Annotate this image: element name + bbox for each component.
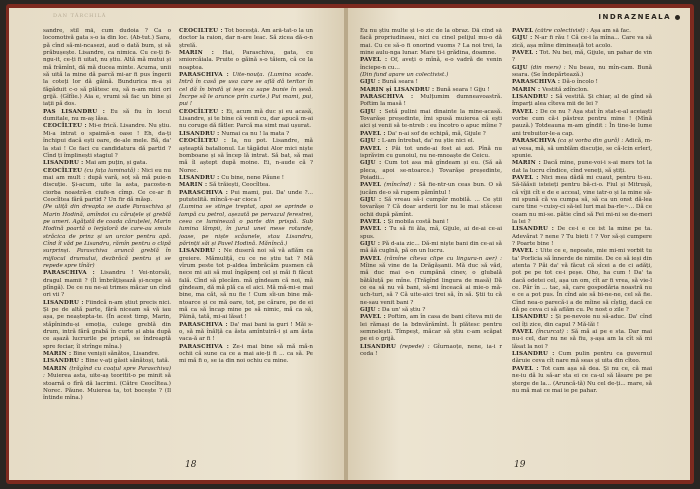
- dialogue-paragraph: [360, 160, 502, 182]
- left-column-1: [43, 28, 171, 450]
- dialogue-paragraph: [43, 109, 171, 124]
- speaker-name: GIJU :: [512, 35, 533, 42]
- dialogue-text: Să mă ai pe e sta. Dar mai nu-i cel, dar nu ne să fiu, ș-așa am la cît să mi lăsat la noi ?: [512, 329, 652, 350]
- stage-direction: (ca și vorba din gură) :: [557, 138, 624, 145]
- speaker-name: LISANDRU :: [43, 160, 84, 167]
- dialogue-text: Cum pulin pentru ca guvernul dăruie ceva cît nare mă seas și uita din cîteo.: [512, 351, 652, 365]
- dialogue-paragraph: [43, 300, 171, 351]
- dialogue-paragraph: [512, 79, 652, 86]
- dialogue-paragraph: [512, 109, 652, 138]
- stage-direction: (mîncînd) :: [384, 182, 416, 189]
- dialogue-paragraph: [179, 182, 313, 189]
- speaker-name: PARASCHIVA :: [179, 343, 229, 350]
- dialogue-text: Eu să fiu în locul dumitale, nu m-aș lăsa.: [43, 108, 171, 123]
- speaker-name: LISANDRU :: [512, 94, 554, 101]
- dialogue-text: Setă pulini mai dinainte la mine-acasă. Tovarășe președinte, îmi spusă muierea că ești aici și venii să te-ntreb : eu încotro o apuc mîine ?: [360, 108, 502, 130]
- dialogue-text: L-am întrebat, da' nu știe nici el.: [381, 138, 475, 145]
- dialogue-text: Și mobila costă bani !: [387, 218, 449, 225]
- dialogue-paragraph: [512, 226, 652, 248]
- speaker-name: MARIN :: [179, 182, 208, 189]
- dialogue-text: Hai, Paraschiva, gata, cu smiorcăiala. Pruite o găină s-o tăiem, că ce la noaptea.: [179, 50, 313, 71]
- dialogue-text: Pui mami, pui. Da' unde ?... pututelită. mîncă-v-ar cioca !: [179, 189, 313, 203]
- dialogue-paragraph: [360, 109, 502, 131]
- dialogue-paragraph: [360, 197, 502, 219]
- speaker-name: PAVEL :: [360, 226, 387, 233]
- dialogue-paragraph: [43, 358, 171, 365]
- dialogue-text: Lisandru ! Vei-ntorsăi, dragul mamii ? (Îl îmbrățișează și-ncepe să plîngă). De ce nu ne-ai trimes măcar un cînd ori vii ?: [43, 270, 171, 299]
- dialogue-text: Tot. Nu bei, mă, Gijule, un pahar de vin ?: [512, 50, 652, 64]
- right-column-2: [512, 28, 652, 450]
- stage-direction: (Lumina se stinge treptat, apoi se aprinde o lampă cu petrol, așezată pe pervazul ferestrei, ceea ce luminează o parte din prispă. Sub lumina lămpii, în jurul unei mese rotunde, joase, pe niște scăunele, stau Lisandru, părinții săi și Pavel Hodină. Mănîncă.): [179, 204, 313, 247]
- dialogue-text: Tu să fii ăla, mă, Gijule, ai de-ai ce-ai spus.: [360, 226, 502, 240]
- speaker-name: PARASCHIVA: [512, 138, 556, 145]
- speaker-name: PAVEL :: [360, 218, 386, 225]
- left-column-2: [179, 28, 313, 450]
- dialogue-text: Nu beau, nu mîn-cam. Bună seara. (Se îndepărtează.): [512, 64, 652, 79]
- dialogue-paragraph: [179, 109, 313, 131]
- dialogue-text: Să trăiești, Ceocîltea.: [209, 182, 271, 189]
- dialogue-text: Muierea asta, uite-aș teoritit-o pe minit să stoarnă o fîră dă lacrimi. (Către Ceocîltea.) Norec. Păune. Muierea ta, tot bocește ? (Il întinde mîna.): [43, 373, 171, 402]
- dialogue-paragraph: [43, 366, 171, 403]
- dialogue-paragraph: [512, 175, 652, 226]
- dialogue-text: De ce-i e ce ist la mine pe ta. Adevărat ? nene ? Tu bieti ! ? Vor să-și cumpere ? Poarte bine !: [512, 226, 652, 247]
- dialogue-paragraph: [512, 160, 652, 175]
- open-book: [6, 4, 694, 484]
- dialogue-paragraph: [512, 314, 652, 329]
- stage-direction: (Din fund apare un colectivist.): [360, 72, 449, 79]
- speaker-name: GIJU :: [360, 307, 381, 314]
- dialogue-paragraph: [360, 57, 502, 72]
- speaker-name: LISANDRU :: [179, 174, 220, 181]
- dialogue-paragraph: [512, 50, 652, 65]
- speaker-name: MARIN: [43, 365, 67, 372]
- bullet-icon: [675, 15, 680, 20]
- dialogue-text: Dă-o încolo !: [561, 79, 598, 86]
- dialogue-text: Și pe-nevoie nu să-aduc. Da' cînd cel îți zice, din capul ? Mă-lăi !: [512, 314, 652, 328]
- dialogue-text: Cum tot asa mă gîndeam și eu. (Să aă pleca, apoi se-ntoarce.) Tovarășe președinte, Poiadii...: [360, 160, 502, 181]
- speaker-name: PAVEL: [360, 182, 382, 189]
- dialogue-paragraph: [512, 35, 652, 50]
- dialogue-paragraph: [360, 94, 502, 109]
- dialogue-paragraph: [43, 168, 171, 205]
- speaker-name: PAVEL :: [360, 130, 386, 137]
- speaker-name: GIJU :: [360, 108, 382, 115]
- stage-direction: (din mers) :: [530, 64, 566, 71]
- dialogue-paragraph: [360, 146, 502, 161]
- dialogue-paragraph: [360, 314, 502, 343]
- dialogue-text: Dacă mine, pune-voi-i s-ai mers tot la dat la lucru cîndice, cînd veneți, să știți.: [512, 160, 652, 174]
- dialogue-paragraph: [179, 344, 313, 366]
- right-column-1: [360, 28, 502, 450]
- dialogue-paragraph: [512, 87, 652, 94]
- dialogue-text: Da' n-ai sof de echipă, mă, Gijule ?: [387, 130, 486, 137]
- dialogue-paragraph: [43, 160, 171, 167]
- page-number-left: 18: [185, 460, 197, 470]
- speaker-name: PAVEL :: [512, 174, 539, 181]
- dialogue-text: Bine v-ați găsit sănătoși, tată.: [85, 358, 170, 365]
- page-number-right: 19: [514, 460, 526, 470]
- speaker-name: PAVEL: [512, 28, 534, 34]
- dialogue-text: sandre, stil mă, cum dudoia ? Ca o locomotivă gata s-o ia din loc. (Ab-tut.) Sara, pă cînd să-mi-ncasezi, aud o dată bum, și să prăbușește. Lisandre, ca nimica. Cu ce-ți fi-ngu-it, ce-ți fi uitat, nu știu. Altă mă mutui și mă frămînt, dă mă ducea minte. Acuma, unii să uită la mine dă parcă mi-ar fi pus îngerii la coteți lor dă găină. Bundurica m-a și făgăduit c-o să plătesc eu, să n-am mici ori grijă. (Gîfîie.) Aia e, vrumi să fac un bine și iații pă dos.: [43, 28, 171, 108]
- speaker-name: LISANDRU :: [179, 248, 221, 255]
- speaker-name: PAS LISANDRU :: [43, 108, 106, 115]
- speaker-name: LISANDRU :: [512, 351, 555, 358]
- dialogue-paragraph: [43, 270, 171, 299]
- speaker-name: MARIN :: [512, 160, 541, 167]
- right-columns: [348, 28, 690, 450]
- left-columns: [9, 28, 345, 450]
- dialogue-text: Să vestită. Și chiar, al de gînd să împarți alea cîteva mii de lei ?: [512, 94, 652, 108]
- speaker-name: CEOCÎLTEU :: [179, 138, 227, 145]
- speaker-name: LISANDRU: [360, 343, 397, 350]
- stage-direction: (cu fața luminată) :: [84, 167, 140, 174]
- speaker-name: CEOCÎLTEU :: [179, 108, 224, 115]
- stage-direction: (repede) :: [399, 343, 430, 350]
- speaker-name: PARASCHIVA :: [179, 321, 228, 328]
- dialogue-paragraph: [360, 28, 502, 57]
- speaker-name: PARASCHIVA :: [512, 79, 561, 86]
- dialogue-text: Adică, m-ai vesa, mă, să umblăm discuție, se că-lcin erlerl, spunie.: [512, 138, 652, 159]
- speaker-name: CEOCÎLTEU :: [179, 28, 223, 34]
- speaker-name: PAVEL :: [360, 314, 386, 321]
- speaker-name: MARIN :: [179, 50, 214, 57]
- dialogue-paragraph: [179, 322, 313, 344]
- dialogue-paragraph: [512, 366, 652, 395]
- dialogue-text: Gîurnaoțe, nene, ia-i r ceda !: [360, 343, 502, 358]
- dialogue-text: Tot bocesță. Am ară-tat-o la un doctor la raion, dar n-are leac. Să zicea dă-o-n ștrelă.: [179, 28, 313, 49]
- dialogue-text: Mulțumim dumneavoastră. Poftim la masă !: [360, 94, 502, 108]
- dialogue-paragraph: [360, 256, 502, 307]
- dialogue-paragraph: [360, 87, 502, 94]
- dialogue-paragraph: [360, 182, 502, 197]
- running-head-text: INDRAZNEALA: [598, 13, 671, 21]
- running-head-title: [598, 13, 680, 21]
- left-page: [9, 8, 345, 480]
- stage-direction: (Pe uliță din dreapta se aude Paraschiva și Marin Hodină, amîndoi cu căruțele și greblă pe umeri. Agățată de coada căruțelei, Marin Hodină poartă o lerjaloră de care-au smuls străcica de prinz și un urcior pentru apă. Cînd îl văd pe Lisandru, rămîn pentru o clipă surprinși. Paraschiva aruncă greblă în mijlocul drumului, dezbrăcă pentru și se repede spre tînăr): [43, 204, 171, 269]
- dialogue-paragraph: [179, 204, 313, 248]
- stage-direction: (încurcat) :: [535, 329, 569, 336]
- dialogue-paragraph: [179, 248, 313, 321]
- speaker-name: LISANDRU :: [179, 130, 220, 137]
- left-running-head: DAN TĂRCHILĂ: [53, 13, 107, 19]
- dialogue-text: Tot cam așa să dea. Și nu ce, că mai ne-iu dă lu să-ar sta ei ce ca-ul să lăsare pe pe șterge de la... (Aruncă-tă) Nu cel de-ți... mare, să nu mă mai ce mai ie pe pahar.: [512, 365, 652, 394]
- speaker-name: MARIN și LISANDRU :: [360, 86, 435, 93]
- dialogue-text: Eu nu știu multe și i-o zic de la obraz. Dă cînd să facă propriudinasu, nici cu cinel pelijul mu-o dă mai. Cu ce să-o fi onorind vuoms ? La noi trei, la mine aulu-nga lunar. Mare ți-i grădina, doamne.: [360, 28, 502, 57]
- dialogue-text: Fiindcă n-am știut precis nici. Și pe de altă parte, fără niceam să vă iau așa, pe neaștepta-te. (În acest timp, Marin, stăpînindu-și emoția, culege greblă din drum, intră fără grabă în curte și abia după ce așază lucrurile pe prispă, se îndreaptă spre feciar, îl strînge mîna.): [43, 299, 171, 350]
- dialogue-text: Pă d-aia zic... Dă-mi niște bani din ce-ai să mă ăă cuglnă, pă on un lucru.: [360, 240, 502, 255]
- dialogue-text: Mîine să vine de la Drăgășanii. Mă duc să văd, mă duc mai o-n cumpănă cinev, o glubală bătăluță pe mîne. (Trăgînd lingura de masă) Dă ce ea să nu vă bani, să-mi înceacă ai mie-o mă-uch-turi, să ? Că uite-aici trei să, în să. Știi tu că ne-sau venit bani ?: [360, 263, 502, 306]
- dialogue-text: Ze-i mai bine să mă mă-n ochii că sune ca ce a mai aie-ți fi ... ca să. Pe mi mă fi o, se ia din noi ochiu cu mine.: [179, 343, 313, 365]
- dialogue-text: Păi tot unde-ai fost ai azi. Pînă nu isprăvim cu gunoiul, nu ne-mnoaște de Ceicu.: [360, 145, 502, 159]
- dialogue-paragraph: [512, 248, 652, 314]
- dialogue-text: Da un' să știu ?: [381, 307, 426, 314]
- speaker-name: PARASCHIVA :: [179, 72, 229, 79]
- speaker-name: CEOCÎLTEU :: [43, 123, 87, 130]
- dialogue-text: Bună seara ! Giju !: [436, 86, 490, 93]
- speaker-name: MARIN :: [512, 86, 541, 93]
- dialogue-text: Ia, nu pot. Lisandre, mă așteaptă batalionul. Le tăgădui Alor mici niște bomboane și să încep lă intrat. Să bat, să mai mă îl aștept după moine. Ei, n-aude că ? Norec.: [179, 138, 313, 174]
- dialogue-paragraph: [512, 138, 652, 160]
- dialogue-paragraph: [360, 138, 502, 145]
- dialogue-text: Cu bine, nene Păune !: [221, 174, 284, 181]
- dialogue-text: Ei, acum mă duc și eu acasă, Lisandre, și te bine că venii cu, dar apucă m-ai nu coruge dă fătler. Parcă ma simt mai ușurat.: [179, 108, 313, 130]
- dialogue-text: Nici eu nu mai am mult : după vară, soț să mă puie-n discuție. Și-acum, uite la asta, pacoste-n ciorba noastră-n ciufe-n cîmp. Ce ce-ar fi Ceocîltea fără partid ? Un fir dă măsp.: [43, 167, 171, 203]
- dialogue-paragraph: [179, 28, 313, 50]
- stage-direction: (rămîne cîteva clipe cu lingura-n aer) :: [384, 255, 502, 262]
- speaker-name: PAVEL :: [360, 57, 388, 64]
- speaker-name: PAVEL: [512, 329, 534, 336]
- speaker-name: MARIN :: [43, 351, 72, 358]
- dialogue-paragraph: [512, 351, 652, 366]
- dialogue-text: Poftim, am în casa de bani cîteva mii de lei rămași de la bdnvărămînt. Îi plătesc pentru semnelești. Tîmpeșt, măcar să știu c-am scăpat pe ei o grijă.: [360, 314, 502, 343]
- speaker-name: PAVEL: [360, 255, 382, 262]
- speaker-name: GIJU :: [360, 138, 381, 145]
- dialogue-text: Să fie-ntr-un ceas bun. O să jucăm de-o să rupem pămîntul !: [360, 182, 502, 196]
- speaker-name: GIJU :: [360, 240, 381, 247]
- speaker-name: GIJU :: [360, 79, 381, 86]
- speaker-name: PARASCHIVA :: [360, 94, 414, 101]
- stage-direction: Uite-nouța. (Lumina scade. Intră în casă pe usa care se află dă teritor în cel dă în bindă și ieșe cu sape bunie în șesă. Încrpe să le arunce prin curte.) Pui mami, pui, pui !: [179, 72, 313, 108]
- speaker-name: PAVEL :: [360, 145, 388, 152]
- speaker-name: LISANDRU :: [512, 226, 554, 233]
- dialogue-paragraph: [179, 138, 313, 175]
- dialogue-paragraph: [360, 344, 502, 359]
- dialogue-paragraph: [512, 94, 652, 109]
- dialogue-paragraph: [179, 190, 313, 205]
- dialogue-paragraph: [360, 226, 502, 241]
- dialogue-text: De ce nu ? Așa stat în stat-e-al aceiaști vorbe cum că-i păstrez pentru mine ! (Mînă pauză.) Totdeauna m-am gîndit : În tine-le lume ani trebuitor-le-a cap.: [512, 108, 652, 137]
- speaker-name: LISANDRU :: [512, 314, 553, 321]
- speaker-name: LISANDRU :: [43, 358, 84, 365]
- dialogue-text: Să vreau să-i cumpăr mobilă. ... Ce știi tovarășe ? Că doar arderii lor nu le mai stăcese ochii după pămînt.: [360, 196, 502, 218]
- dialogue-paragraph: [360, 79, 502, 86]
- dialogue-paragraph: [179, 72, 313, 109]
- dialogue-paragraph: [512, 329, 652, 351]
- dialogue-paragraph: [43, 28, 171, 109]
- dialogue-paragraph: [43, 204, 171, 270]
- speaker-name: LISANDRU :: [43, 299, 84, 306]
- right-page: [348, 8, 690, 480]
- dialogue-text: N-ar fi rău ! Că ce-i la mîna... Care va să zică, așa mîine dimineață tot acolo.: [512, 35, 652, 49]
- dialogue-text: Numai ca nu ! la mata ?: [221, 130, 290, 137]
- speaker-name: PAVEL :: [512, 108, 538, 115]
- speaker-name: PARASCHIVA :: [43, 270, 95, 277]
- speaker-name: PAVEL :: [512, 365, 539, 372]
- dialogue-text: Așa am să fac.: [590, 28, 631, 34]
- dialogue-paragraph: [179, 50, 313, 72]
- speaker-name: GIJU: [512, 64, 528, 71]
- speaker-name: PAVEL :: [512, 248, 538, 255]
- speaker-name: PAVEL :: [512, 50, 538, 57]
- speaker-name: CEOCÎLTEU: [43, 167, 83, 174]
- dialogue-text: Mi-e frică. Lisandre. Nu știu. Mi-a intrat o spaimă-n oase ! Eh, da-ți închipui dacă ești oare, de-ale mele. Bă, da' la stai ! Ce faci cu candidatura dă partid ? Cînd ți împlinești stagiul ?: [43, 123, 171, 159]
- dialogue-text: Bună seara !: [381, 79, 418, 86]
- speaker-name: GIJU :: [360, 160, 382, 167]
- dialogue-text: Da' mai bani ia guri ! Măi s-o, să mă înălță ca ăsta amîntuiră-i și am ăsta vaca-ă ar fi !: [179, 321, 313, 343]
- dialogue-paragraph: [360, 241, 502, 256]
- dialogue-paragraph: [512, 65, 652, 80]
- dialogue-text: Vestită zdînclon.: [542, 86, 589, 93]
- stage-direction: (către colectivist) :: [535, 28, 589, 34]
- speaker-name: GIJU :: [360, 196, 382, 203]
- dialogue-text: Nici mea dădă mi cuaut, pentru ti-su. Să-lăăsii isteieți pentru bă-ci-o. Fiul și Mitrușă, că vîjii cît e de e acceal, vine iatr-o și la mine să-mi spună că va cumpa să, să ca un onst dă-lea care tine ~cuisy-ci să-iel luri mai ba-rle~... Dă ce ceam nu mi-se. pătie cînd să Fei mi-ni se de-meri la lei ?: [512, 174, 652, 225]
- dialogue-text: Uite ce e, nepoate, mie mi-mi vorbit tu ta' Porlicia să înnerde de nimiie. De ce să ieși din atenta ? Păi da' vă făcut că sîcei a de ci adăți, pot pe pe tot ce-i peșe. Oho, ha cum ! Da' ta dacă odetei cel, așa un om, cît ar fi vrea, să vie-l ce. Păr în ... tac, să, care gospodăria noastră nu e ce a pot pus. În cînd aie să bi-ne-ne, cel să fie. Cînd nea-o parecă-i a de mîine să cîștig, dacă ce dă pe ceva ci să aflăm cu. Pe nost o zile ?: [512, 248, 652, 314]
- dialogue-text: Mai am puțin, și gata.: [85, 160, 148, 167]
- dialogue-text: Of, aveți o mînă, e-o vadră de venin înciepe-n cu...: [360, 57, 502, 71]
- dialogue-text: Ne duseră noi să vă aflăm ca greiere. Mămuliță, cu ce ne știu tat ? Mă vîrum peste tot p-aldea îmbrăcăm pusmen că nece mi aii să mul îngăpenț cel și măi fi făcut fală. Cînd să plecăm. mă gîndeam că noi, mă gîndeam, dă mă plă ca el aici. Mă mă-mi-e mai bine, ma căt, să nu fie ! Cum sîi-un bine mă-ntoarce și ce mă oare, tot, pe cărare, pe de ei mă ca să încap mine pe să nimic, mă ca să, Păină, tată, mi-ai lăsat !: [179, 248, 313, 321]
- dialogue-paragraph: [43, 123, 171, 160]
- dialogue-text: Bine venișii sănătos, Lisandre.: [73, 351, 160, 358]
- speaker-name: PARASCHIVA :: [179, 189, 229, 196]
- stage-direction: (trăgînd cu coațul spre Paraschiva) :: [43, 365, 171, 380]
